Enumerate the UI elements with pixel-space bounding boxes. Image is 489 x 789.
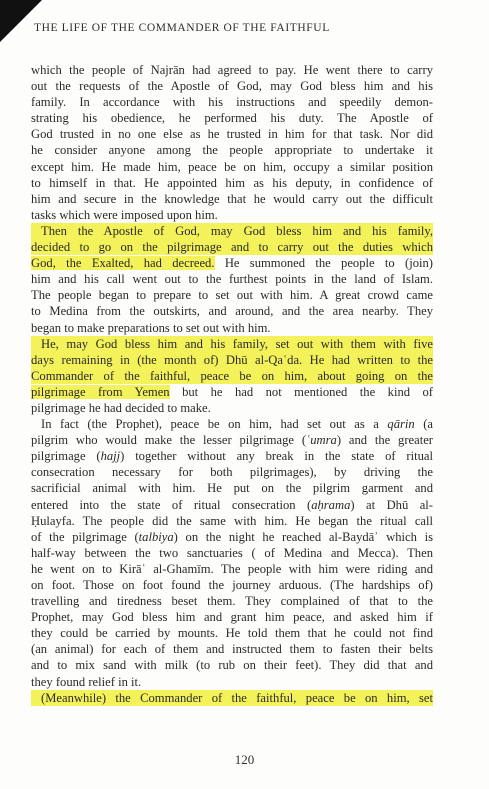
text-line: (an animal) for each of them and instructed them to fasten their belts [31, 642, 433, 657]
text-line: he went on to Kirāʿ al-Ghamīm. The people with him were riding and [31, 561, 433, 576]
text-line: family. In accordance with his instructions and speedily demon- [31, 95, 433, 110]
italic-term: ʿumra [306, 433, 337, 448]
highlighted-line: decided to go on the pilgrimage and to carry out the duties which [31, 240, 433, 255]
text-line: to Medina from the outskirts, and around, and the area nearby. They [31, 304, 433, 319]
italic-term: hajj [100, 449, 121, 464]
text-line: which the people of Najrān had agreed to pay. He went there to carry [31, 63, 433, 77]
text-line: Ḥulayfa. The people did the same with him. He began the ritual call [31, 513, 433, 528]
text-line: out the requests of the Apostle of God, may God bless him and his [31, 79, 433, 94]
text-line [31, 255, 433, 271]
text-line: strating his obedience, he performed his duty. The Apostle of [31, 111, 433, 126]
highlighted-line: He, may God bless him and his family, set out with them with five [31, 336, 433, 352]
text-line: pilgrimage (hajj) together without any break in the state of ritual [31, 449, 433, 464]
text-line: pilgrim who would make the lesser pilgrimage (ʿumra) and the greater [31, 433, 434, 448]
text-line: except him. He made him, peace be on him, occupy a similar position [31, 159, 433, 174]
text-line: The people began to prepare to set out with him. A great crowd came [31, 288, 433, 303]
page-number: 120 [234, 752, 255, 767]
highlighted-line: days remaining in (the month of) Dhū al-Qaʿda. He had written to the [31, 352, 433, 367]
text-line: him and his call went out to the furthest points in the land of Islam. [31, 272, 433, 287]
highlighted-span: pilgrimage from Yemen [31, 384, 170, 399]
highlighted-line: Then the Apostle of God, may God bless him and his family, [31, 223, 433, 239]
italic-term: qārin [387, 417, 415, 432]
text-line: began to make preparations to set out with him. [31, 320, 271, 335]
highlighted-line: Commander of the faithful, peace be on him, about going on the [31, 368, 433, 383]
highlighted-span: God, the Exalted, had decreed. [31, 256, 215, 271]
text-line [31, 384, 433, 400]
text-line: and to mix sand with milk (to rub on their feet). They did that and [31, 658, 433, 673]
running-head: THE LIFE OF THE COMMANDER OF THE FAITHFUL [34, 22, 330, 34]
text-line: consecration necessary for both pilgrimages), by driving the [31, 465, 433, 480]
text-line: on foot. Those on foot found the journey arduous. (The hardships of) [31, 578, 433, 592]
text-line: pilgrimage he had decided to make. [31, 400, 211, 415]
text-line: tasks which were imposed upon him. [31, 207, 218, 222]
text-line: to himself in that. He appointed him as his deputy, in confidence of [31, 175, 433, 190]
page-corner-shadow [0, 0, 42, 42]
text-line: they could be carried by mounts. He told them that he could not find [31, 626, 433, 641]
text-line: God trusted in no one else as he trusted in him for that task. Nor did [31, 127, 433, 142]
text-line: he consider anyone among the people appropriate to undertake it [31, 143, 433, 158]
text-line: of the pilgrimage (talbiya) on the night he reached al-Baydāʾ which is [31, 529, 434, 544]
text-line: travelling and tiredness beset them. They complained of that to the [31, 594, 433, 609]
highlighted-line: (Meanwhile) the Commander of the faithful, peace be on him, set [31, 690, 433, 706]
italic-term: talbiya [138, 529, 174, 544]
text-line: Prophet, may God bless him and grant him peace, and asked him if [31, 610, 433, 625]
text-line: him and secure in the knowledge that he would carry out the difficult [31, 191, 433, 206]
italic-term: aḥrama [311, 497, 351, 512]
text-line: they found relief in it. [31, 674, 142, 689]
text-line: half-way between the two sanctuaries ( of Medina and Mecca). Then [31, 545, 433, 560]
text-line: entered into the state of ritual consecration (aḥrama) at Dhū al- [31, 497, 433, 512]
text-span: He summoned the people to (join) [214, 256, 433, 271]
text-span: but he had not mentioned the kind of [169, 384, 433, 399]
text-line: In fact (the Prophet), peace be on him, had set out as a qārin (a [41, 417, 433, 432]
text-line: sacrificial animal with him. He put on the pilgrim garment and [31, 481, 433, 496]
page-body [31, 62, 433, 706]
